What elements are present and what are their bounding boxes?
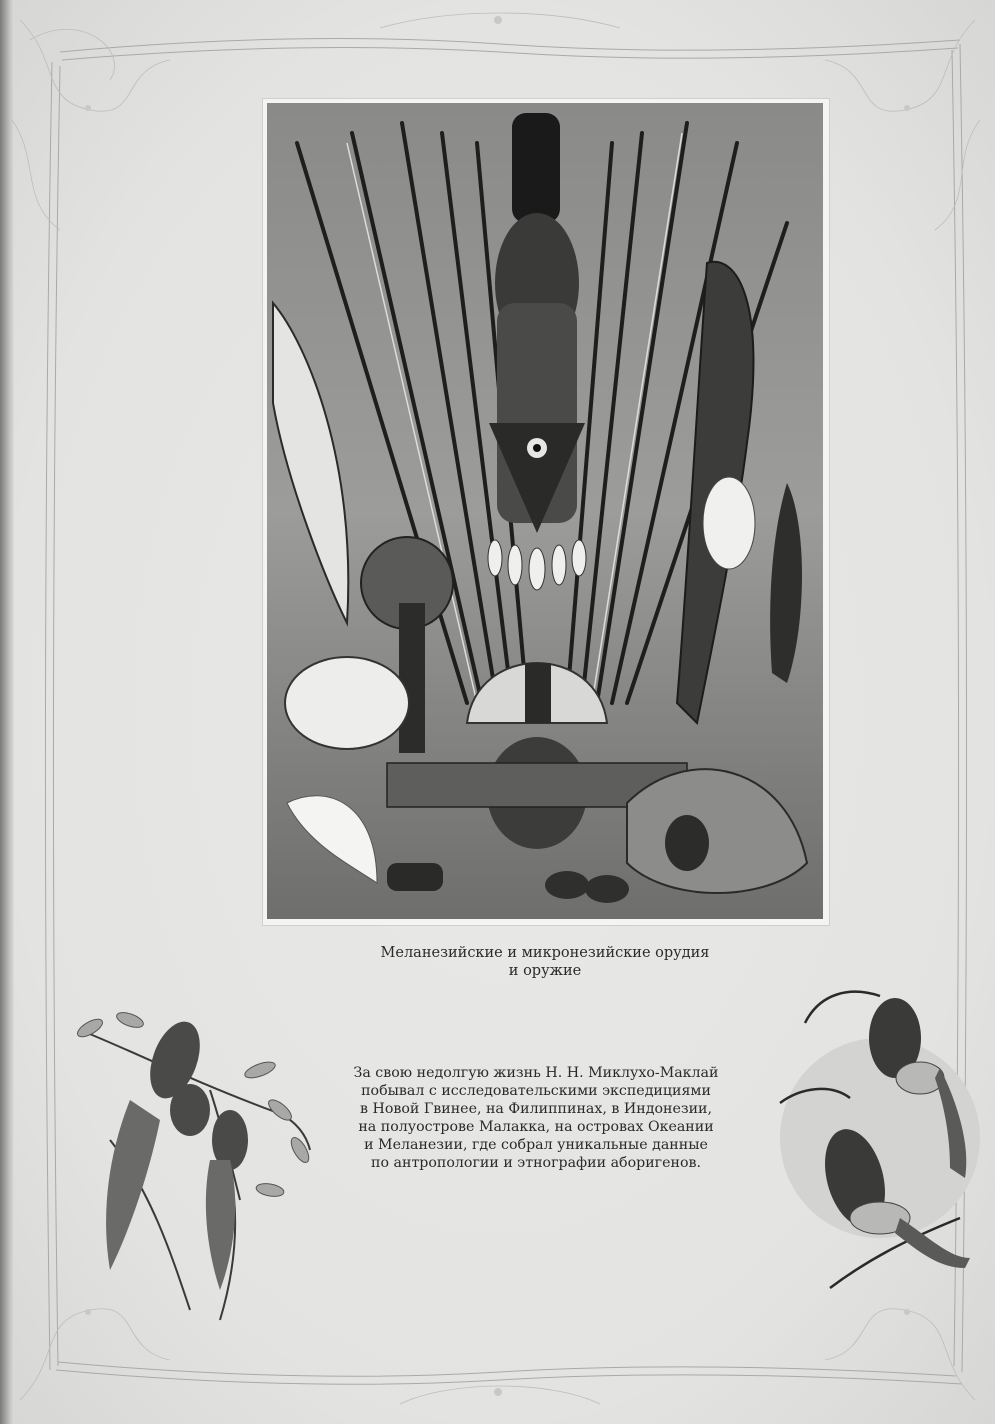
weapons-engraving [267,103,823,919]
caption-line-1: Меланезийские и микронезийские орудия [380,945,710,961]
caption-line-2: и оружие [508,963,582,979]
sicklebill-birds-vignette [770,968,980,1298]
figure-caption [320,944,770,980]
paragraph-line-3: в Новой Гвинее, на Филиппинах, в Индонезии, [359,1101,713,1117]
paragraph-line-5: и Меланезии, где собрал уникальные данные [364,1137,708,1153]
paragraph-line-1: За свою недолгую жизнь Н. Н. Миклухо-Маклай [353,1065,719,1081]
paragraph-line-2: побывал с исследовательскими экспедициями [361,1083,711,1099]
paragraph-line-6: по антропологии и этнографии аборигенов. [371,1155,701,1171]
illustration-plate [262,98,830,926]
biography-paragraph [318,1064,754,1172]
birds-of-paradise-vignette [70,990,320,1340]
paragraph-line-4: на полуострове Малакка, на островах Океании [358,1119,714,1135]
